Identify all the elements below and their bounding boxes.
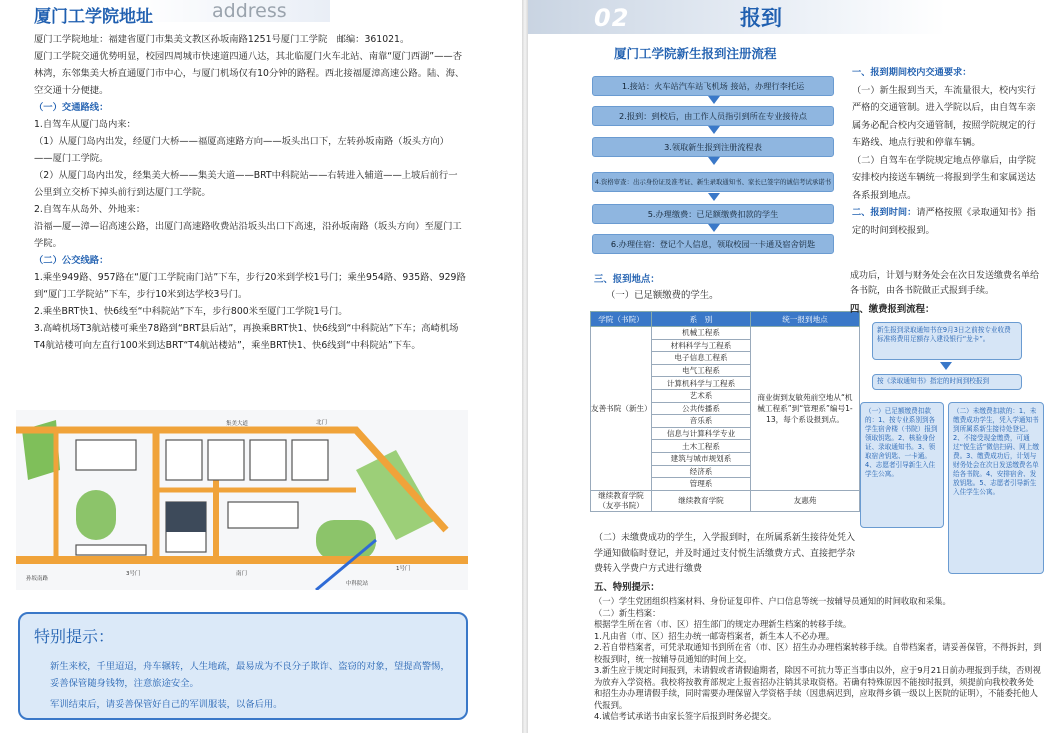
address-line: 厦门工学院地址：福建省厦门市集美文教区孙坂南路1251号厦门工学院 邮编：361021。: [34, 34, 410, 45]
section-heading: 一、报到期间校内交通要求：: [852, 67, 972, 78]
sports-field: [316, 520, 376, 560]
flow-step: 2.报到：到校后，由工作人员指引到所在专业接待点: [592, 106, 834, 126]
paragraph: （一）新生报到当天，车流量很大，校内实行严格的交通管制。进入学院以后，由自驾车亲属务必配合校内交通管制，按照学院规定的行车路线、地点行驶和停靠车辆。: [852, 84, 1036, 148]
tips-body: 新生来校，千里迢迢，舟车辗转，人生地疏，最易成为不良分子欺诈、盗窃的对象，望提高警惕，妥善保管随身钱物，注意旅途安全。: [50, 661, 450, 689]
building: [250, 440, 286, 480]
table-cell: 材料科学与工程系: [652, 339, 751, 352]
address-title-en: address: [212, 0, 287, 22]
map-label: 中科院站: [346, 581, 369, 587]
address-intro: [34, 31, 466, 354]
notice-line: （一）学生党团组织档案材料、身份证复印件、户口信息等统一按辅导员通知的时间收取和采集。: [594, 596, 951, 606]
location-section: [594, 272, 854, 304]
building: [228, 502, 298, 528]
table-cell: 土木工程系: [652, 440, 751, 453]
unpaid-box-text: （二）未缴费扣款的：1、未缴费成功学生，凭入学通知书到所属系新生接待处登记。2、不接受现金缴费，可通过“悦生活”微信扫码、网上缴费。3、缴费成功后，计划与财务处会在次日发送缴费名单给各书院。4、安排宿舍、发放钥匙。5、志愿者引导新生入住学生公寓。: [953, 407, 1039, 496]
building: [166, 440, 202, 480]
campus-map: [16, 410, 468, 590]
map-label: 北门: [316, 420, 328, 426]
table-cell: 机械工程系: [652, 327, 751, 340]
flow-title: 厦门工学院新生报到注册流程: [614, 46, 777, 61]
table-cell: 管理系: [652, 478, 751, 491]
section-heading: 三、报到地点：: [594, 274, 660, 285]
s4-intro: 成功后，计划与财务处会在次日发送缴费名单给各书院，由各书院做正式报到手续。: [850, 271, 1040, 296]
special-notice: [594, 596, 1042, 723]
unpaid-note: （二）未缴费成功的学生，入学报到时，在所属系新生接待处凭入学通知做临时登记，并及时通过支付悦生活缴费方式、直接把学杂费转入学费户方式进行缴费: [594, 533, 856, 574]
table-cell: 信息与计算科学专业: [652, 427, 751, 440]
building: [76, 545, 146, 555]
table-header: 统一报到地点: [751, 312, 860, 327]
table-cell: 音乐系: [652, 415, 751, 428]
table-cell: 友善书院（新生）: [591, 327, 652, 491]
library: [166, 502, 206, 532]
map-label: 集美大道: [226, 421, 249, 427]
notice-line: 4.诚信考试承诺书由家长签字后报到时务必提交。: [594, 711, 777, 721]
flow-arrow: [708, 126, 720, 134]
section-number: 02: [594, 4, 630, 32]
building: [208, 440, 244, 480]
paragraph: （二）自驾车在学院规定地点停靠后，由学院安排校内接送车辆统一将报到学生和家属送达各系报到地点。: [852, 154, 1036, 201]
traffic-requirements: [852, 64, 1042, 239]
building: [76, 440, 136, 470]
paragraph: （一）已足额缴费的学生。: [606, 290, 719, 301]
map-label: 1号门: [396, 566, 411, 572]
traffic-line: 沿福—厦—漳—诏高速公路，出厦门高速路收费站沿坂头出口下高速，沿孙坂南路（坂头方向）至厦门工学院。: [34, 221, 462, 249]
right-page: [528, 0, 1050, 733]
unpaid-box: [948, 402, 1044, 574]
notice-line: 2.若自带档案者，可凭录取通知书到所在省（市、区）招生办办理档案转移手续。自带档案者，请妥善保管，不得拆封，到校报到时，统一按辅导员通知的时间上交。: [594, 642, 1042, 664]
flow-step: 1.接站：火车站汽车站飞机场 接站，办理行李托运: [592, 76, 834, 96]
flow-step: 6.办理住宿：登记个人信息，领取校园一卡通及宿舍钥匙: [592, 234, 834, 254]
left-page: [0, 0, 522, 733]
table-cell: 电气工程系: [652, 364, 751, 377]
flow-arrow: [708, 157, 720, 165]
bus-line: 2.乘坐BRT快1、快6线至“中科院站”下车，步行800米至厦门工学院1号门。: [34, 306, 348, 317]
bus-line: 1.乘坐949路、957路在“厦门工学院南门站”下车，步行20米到学校1号门；乘坐954路、935路、929路到“厦门工学院站”下车，步行10米到达学校3号门。: [34, 272, 466, 300]
notice-line: 1.凡由省（市、区）招生办统一邮寄档案者，新生本人不必办理。: [594, 630, 835, 641]
table-cell: 继续教育学院: [652, 490, 751, 511]
notice-line: 根据学生所在省（市、区）招生部门的规定办理新生档案的转移手续。: [594, 619, 852, 629]
table-header: 学院（书院）: [591, 312, 652, 327]
table-header: 系 别: [652, 312, 751, 327]
building: [292, 440, 328, 480]
map-label: 南门: [236, 571, 248, 577]
sports-field: [76, 490, 116, 540]
s5-heading: 五、特别提示：: [594, 582, 660, 593]
address-header: [0, 0, 522, 26]
flow-step: 3.领取新生报到注册流程表: [592, 137, 834, 157]
notice-line: （二）新生档案：: [594, 607, 661, 618]
flow-arrow: [708, 96, 720, 104]
table-cell: 商业街到友敏苑前空地从“机械工程系”到“管理系”编号1-13，每个系设报到点。: [751, 327, 860, 491]
flow-box: [872, 374, 1022, 390]
traffic-heading: （一）交通路线：: [34, 102, 109, 113]
section-title: 报到: [740, 5, 782, 30]
traffic-line: 2.自驾车从岛外、外地来：: [34, 204, 146, 215]
map-label: 孙坂南路: [26, 576, 49, 582]
tips-body-2: 军训结束后，请妥善保管好自己的军训服装，以备后用。: [50, 699, 283, 710]
paragraph: 请严格按照《录取通知书》指定的时间到校报到。: [852, 207, 1036, 236]
section-header: [528, 0, 1050, 34]
flow-arrow: [940, 362, 952, 370]
table-cell: 公共传播系: [652, 402, 751, 415]
table-cell: 经济系: [652, 465, 751, 478]
map-label: 3号门: [126, 571, 141, 577]
flow-step: 5.办理缴费：已足额缴费扣款的学生: [592, 204, 834, 224]
table-cell: 艺术系: [652, 389, 751, 402]
notice-line: 3.新生应于规定时间报到，未请假或者请假逾期者，除因不可抗力等正当事由以外，应于9月21日前办理报到手续，否则视为放弃入学资格。我校将按教育部规定上报省招办注销其录取资格。若确有特殊原因不能按时报到，须提前向我校教务处和招生办办理请假手续，同时需要办理保留入学资格手续（因患病迟到，应取得乡镇一级以上医院的证明），不能委托他人代报到。: [594, 665, 1041, 710]
address-title: 厦门工学院地址: [34, 7, 153, 27]
flow-box: [872, 322, 1022, 360]
intro-paragraph: 厦门工学院交通优势明显，校园四周城市快速道四通八达，其北临厦门火车北站、南靠“厦门西湖”——杏林湾，东邻集美大桥直通厦门市中心，与厦门机场仅有10分钟的路程。西北接福厦漳高速公路。陆、海、空交通十分便捷。: [34, 51, 465, 96]
table-cell: 计算机科学与工程系: [652, 377, 751, 390]
flow-box-text: 按《录取通知书》指定的时间到校报到: [877, 377, 990, 385]
s4-heading: 四、缴费报到流程：: [850, 304, 935, 315]
registration-table: [590, 311, 860, 512]
flow-step: 4.资格审查：出示身份证及准考证、新生录取通知书、家长已签字的诚信考试承诺书: [592, 172, 834, 192]
bus-heading: （二）公交线路：: [34, 255, 109, 266]
paid-box: [860, 402, 944, 528]
tips-title: 特别提示：: [34, 627, 115, 646]
traffic-line: 1.自驾车从厦门岛内来：: [34, 119, 136, 130]
traffic-line: （2）从厦门岛内出发，经集美大桥——集美大道——BRT中科院站——右转进入辅道——上坡后前行一公里到立交桥下掉头前行到达厦门工学院。: [34, 170, 458, 198]
flow-arrow: [708, 224, 720, 232]
table-cell: 友惠苑: [751, 490, 860, 511]
table-cell: 建筑与城市规划系: [652, 452, 751, 465]
table-cell: 继续教育学院（友亭书院）: [591, 490, 652, 511]
special-tips-box: [18, 612, 468, 720]
traffic-line: （1）从厦门岛内出发，经厦门大桥——福厦高速路方向——坂头出口下，左转孙坂南路（坂头方向）——厦门工学院。: [34, 136, 449, 164]
table-cell: 电子信息工程系: [652, 352, 751, 365]
flow-arrow: [708, 193, 720, 201]
flow-box-text: 新生报到录取通知书在9月3日之前按专业收费标准将费用足额存入建设银行“龙卡”。: [877, 326, 1011, 343]
section-heading: 二、报到时间：: [852, 207, 917, 218]
bus-line: 3.高崎机场T3航站楼可乘坐78路到“BRT县后站”，再换乘BRT快1、快6线到“中科院站”下车；高崎机场T4航站楼可向左直行100米到达BRT“T4航站楼站”，乘坐BRT快1、快6线到“中科院站”下车。: [34, 323, 459, 351]
paid-box-text: （一）已足额缴费扣款的：1、按专业系别到各学生宿舍楼（书院）报到领取钥匙。2、核验身份证、录取通知书。3、领取宿舍钥匙、一卡通。4、志愿者引导新生入住学生公寓。: [865, 407, 938, 478]
